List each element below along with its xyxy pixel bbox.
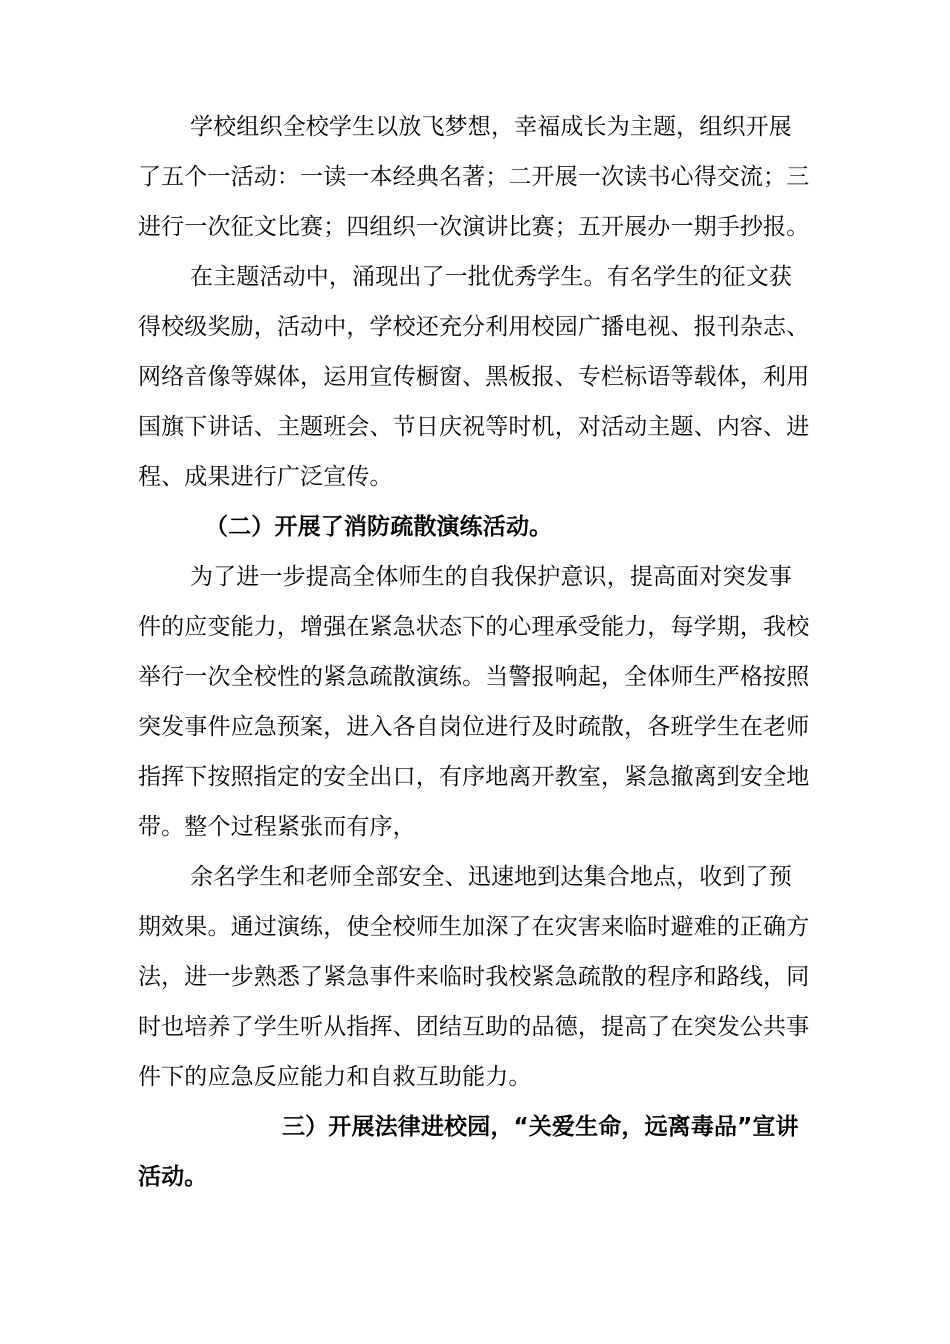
paragraph-line: 网络音像等媒体，运用宣传橱窗、黑板报、专栏标语等载体，利用 xyxy=(138,364,810,390)
paragraph-line: 国旗下讲话、主题班会、节日庆祝等时机，对活动主题、内容、进 xyxy=(138,414,810,440)
section-heading: 活动。 xyxy=(138,1164,208,1190)
paragraph-line: 时也培养了学生听从指挥、团结互助的品德，提高了在突发公共事 xyxy=(138,1014,810,1040)
paragraph-line: 法，进一步熟悉了紧急事件来临时我校紧急疏散的程序和路线，同 xyxy=(138,964,810,990)
paragraph-line: 突发事件应急预案，进入各自岗位进行及时疏散，各班学生在老师 xyxy=(138,714,810,740)
paragraph-line: 程、成果进行广泛宣传。 xyxy=(138,464,393,490)
paragraph-line: 带。整个过程紧张而有序， xyxy=(138,814,416,840)
paragraph-line: 进行一次征文比赛；四组织一次演讲比赛；五开展办一期手抄报。 xyxy=(138,214,810,240)
paragraph-line: 学校组织全校学生以放飞梦想，幸福成长为主题，组织开展 xyxy=(190,114,792,140)
section-heading: （二）开展了消防疏散演练活动。 xyxy=(205,514,553,540)
section-heading: 三）开展法律进校园，“关爱生命，远离毒品”宣讲 xyxy=(282,1114,799,1140)
paragraph-line: 件的应变能力，增强在紧急状态下的心理承受能力，每学期，我校 xyxy=(138,614,810,640)
paragraph-line: 指挥下按照指定的安全出口，有序地离开教室，紧急撤离到安全地 xyxy=(138,764,810,790)
paragraph-line: 得校级奖励，活动中，学校还充分利用校园广播电视、报刊杂志、 xyxy=(138,314,810,340)
paragraph-line: 余名学生和老师全部安全、迅速地到达集合地点，收到了预 xyxy=(190,864,792,890)
paragraph-line: 举行一次全校性的紧急疏散演练。当警报响起，全体师生严格按照 xyxy=(138,664,810,690)
paragraph-line: 了五个一活动：一读一本经典名著；二开展一次读书心得交流；三 xyxy=(138,164,810,190)
paragraph-line: 为了进一步提高全体师生的自我保护意识，提高面对突发事 xyxy=(190,564,792,590)
paragraph-line: 件下的应急反应能力和自救互助能力。 xyxy=(138,1064,532,1090)
paragraph-line: 期效果。通过演练，使全校师生加深了在灾害来临时避难的正确方 xyxy=(138,914,810,940)
paragraph-line: 在主题活动中，涌现出了一批优秀学生。有名学生的征文获 xyxy=(190,264,792,290)
